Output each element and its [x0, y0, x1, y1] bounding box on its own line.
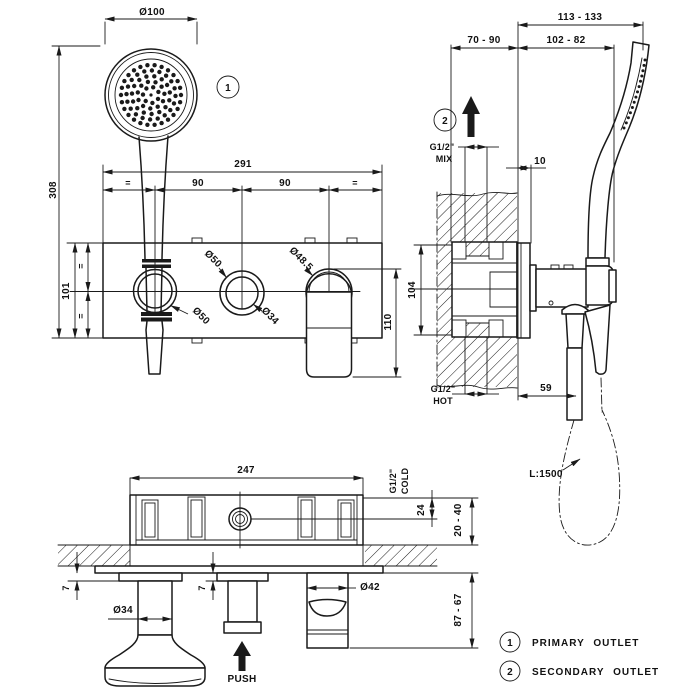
holder-arm: [530, 265, 588, 311]
cold-port-size: G1/2": [388, 468, 398, 494]
dim-spacing-left: 90: [192, 178, 204, 189]
callout-1: [217, 76, 239, 98]
dim-protrusion-range: 87 - 67: [453, 593, 464, 627]
legend-number-1: 1: [507, 638, 513, 649]
front-view: [48, 7, 401, 377]
secondary-outlet-arrow: [462, 96, 480, 137]
dim-eq-left: =: [125, 178, 131, 188]
dim-spacing-right: 90: [279, 178, 291, 189]
dim-plate-eq-bottom: =: [76, 313, 86, 319]
dim-cold-port-offset: 24: [416, 504, 427, 516]
bottom-holder-knob: [105, 573, 205, 686]
side-view: [407, 12, 649, 545]
hose-connector: [567, 348, 582, 420]
dim-plate-eq-top: =: [76, 263, 86, 269]
dim-rough-in-depth: 70 - 90: [467, 35, 501, 46]
dim-flange-thickness-left: 7: [61, 585, 71, 591]
dim-body-height: 104: [407, 281, 418, 299]
dim-body-width: 247: [237, 465, 255, 476]
spray-nozzle-dots: [119, 63, 183, 127]
handle-right-edge: [162, 136, 168, 259]
dim-head-diameter: Ø100: [139, 7, 165, 18]
callout-2: [434, 109, 456, 131]
dim-overall-height: 308: [48, 181, 59, 199]
dim-holder-diameter: Ø50: [189, 305, 212, 328]
callout-2-number: 2: [442, 116, 448, 127]
handle-left-edge: [139, 137, 145, 259]
dim-lever-diameter-bottom: Ø42: [360, 582, 380, 593]
dim-plate-thickness: 10: [534, 156, 546, 167]
dim-overall-width: 291: [234, 159, 252, 170]
side-trim-plate: [517, 243, 530, 338]
hose-length-label: L:1500: [529, 469, 563, 480]
bottom-trim-plate: [95, 566, 383, 573]
dim-flange-thickness-center: 7: [197, 585, 207, 591]
dim-knob-inner-diameter: Ø34: [258, 305, 281, 328]
dim-eq-right: =: [352, 178, 358, 188]
rough-in-valve-body: [410, 242, 530, 337]
legend-label-secondary-outlet: SECONDARY OUTLET: [532, 667, 660, 678]
bottom-lever: [307, 573, 348, 648]
dim-lever-height: 110: [383, 313, 394, 331]
hand-shower-wand: [146, 321, 163, 374]
mix-port-size: G1/2": [429, 142, 455, 152]
dim-lever-diameter: Ø48.5: [286, 245, 315, 274]
legend-number-2: 2: [507, 667, 513, 678]
hose-loop: [559, 410, 620, 545]
bottom-body: [130, 492, 363, 548]
dim-holder-offset: 59: [540, 383, 552, 394]
legend: [500, 632, 659, 681]
cold-port-label: COLD: [400, 467, 410, 495]
dim-overall-depth: 113 - 133: [557, 12, 603, 23]
bottom-push-button: [217, 573, 268, 685]
callout-1-number: 1: [225, 83, 231, 94]
bottom-view: [58, 465, 478, 686]
dim-wall-thickness-range: 20 - 40: [453, 503, 464, 537]
holder-hub: [559, 266, 620, 545]
hot-port-size: G1/2": [430, 384, 456, 394]
hand-shower-side-profile: [586, 42, 649, 266]
legend-label-primary-outlet: PRIMARY OUTLET: [532, 638, 640, 649]
dim-trim-depth: 102 - 82: [546, 35, 586, 46]
hand-shower-head: [105, 49, 197, 259]
bottom-wall-section: [58, 545, 437, 566]
mix-port-label: MIX: [435, 154, 453, 164]
push-arrow: [233, 641, 251, 656]
dim-plate-height: 101: [61, 282, 72, 300]
dim-knob-outer-diameter: Ø50: [201, 248, 224, 271]
push-label: PUSH: [227, 674, 257, 685]
hot-port-label: HOT: [433, 396, 453, 406]
lever-side-profile: [585, 305, 610, 374]
dim-holder-stem-diameter: Ø34: [113, 605, 133, 616]
